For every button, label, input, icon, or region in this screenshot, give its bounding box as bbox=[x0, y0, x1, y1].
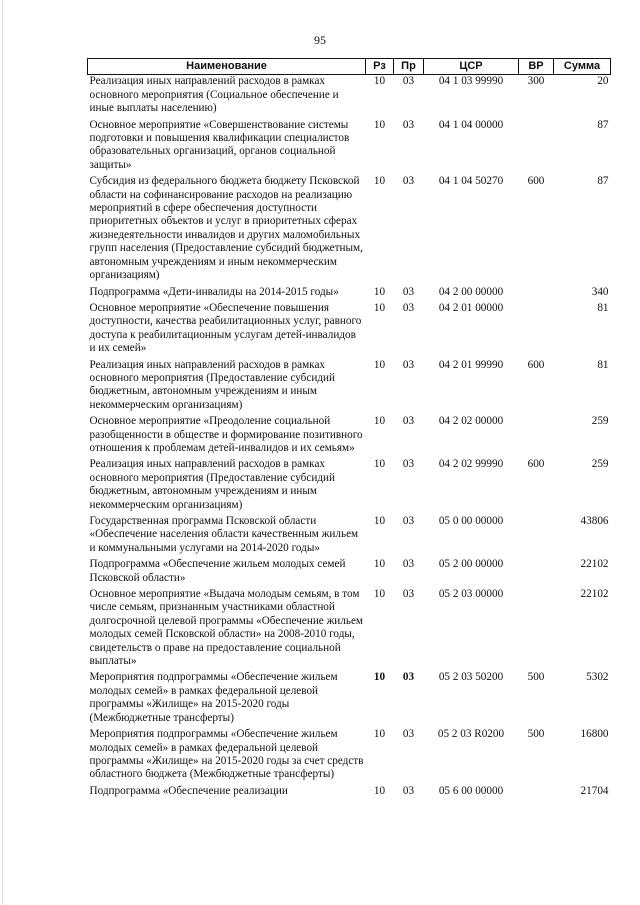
header-vr: ВР bbox=[519, 59, 554, 75]
row-csr: 04 1 04 50270 bbox=[438, 175, 504, 188]
row-name: Государственная программа Псковской области «Обеспечение населения области качественным жильем и коммунальными услугами на 2014-2020 годы» bbox=[89, 515, 359, 554]
header-name: Наименование bbox=[88, 59, 366, 75]
row-vr bbox=[519, 515, 554, 558]
row-csr: 04 2 00 00000 bbox=[438, 285, 504, 298]
row-pr: 03 bbox=[402, 558, 415, 571]
row-vr bbox=[519, 785, 554, 801]
row-name: Реализация иных направлений расходов в рамках основного мероприятия (Социальное обеспечение и иные выплаты населению) bbox=[89, 75, 339, 115]
table-row bbox=[88, 558, 611, 588]
row-rz: 10 bbox=[373, 301, 386, 314]
row-csr: 05 0 00 00000 bbox=[438, 515, 504, 527]
header-pr: Пр bbox=[394, 59, 424, 75]
row-sum: 22102 bbox=[580, 588, 609, 601]
row-rz: 10 bbox=[373, 515, 386, 527]
row-vr: 500 bbox=[527, 671, 545, 684]
row-sum: 5302 bbox=[586, 671, 609, 684]
table-row bbox=[88, 515, 611, 558]
row-vr bbox=[519, 302, 554, 359]
row-vr: 600 bbox=[527, 175, 545, 188]
table-row bbox=[88, 785, 611, 801]
row-csr: 04 1 04 00000 bbox=[438, 118, 504, 131]
row-pr: 03 bbox=[402, 285, 415, 298]
row-csr: 04 2 02 00000 bbox=[438, 415, 504, 428]
row-rz: 10 bbox=[373, 285, 386, 298]
row-sum: 43806 bbox=[580, 515, 609, 527]
row-pr: 03 bbox=[402, 458, 415, 471]
row-rz: 10 bbox=[373, 118, 386, 131]
header-rz: Рз bbox=[366, 59, 394, 75]
row-sum: 81 bbox=[597, 301, 609, 314]
row-sum: 87 bbox=[597, 118, 609, 131]
header-csr: ЦСР bbox=[424, 59, 519, 75]
row-csr: 04 1 03 99990 bbox=[438, 75, 504, 88]
table-row bbox=[88, 175, 611, 285]
row-rz: 10 bbox=[373, 358, 386, 371]
row-csr: 05 2 03 00000 bbox=[438, 588, 504, 601]
row-name: Мероприятия подпрограммы «Обеспечение жильем молодых семей» в рамках федеральной целевой программы «Жилище» на 2015-2020 годы за счет средств областного бюджета (Межбюджетные трансферты) bbox=[89, 728, 364, 781]
row-vr: 600 bbox=[527, 358, 545, 371]
row-sum: 340 bbox=[591, 285, 609, 298]
row-sum: 21704 bbox=[580, 784, 609, 797]
row-rz: 10 bbox=[373, 728, 386, 741]
row-csr: 04 2 02 99990 bbox=[438, 458, 504, 471]
row-sum: 259 bbox=[591, 415, 609, 428]
row-sum: 16800 bbox=[580, 728, 609, 741]
row-csr: 05 2 00 00000 bbox=[438, 558, 504, 571]
row-name: Подпрограмма «Дети-инвалиды на 2014-2015 годы» bbox=[89, 285, 339, 298]
budget-table bbox=[87, 58, 611, 801]
row-csr: 05 2 03 R0200 bbox=[437, 728, 505, 741]
row-pr: 03 bbox=[402, 415, 415, 428]
table-row bbox=[88, 671, 611, 728]
row-name: Основное мероприятие «Совершенствование системы подготовки и повышения квалификации специалистов образовательных организаций, органов социальной защиты» bbox=[89, 118, 350, 171]
table-row bbox=[88, 588, 611, 671]
table-header-row bbox=[88, 59, 611, 75]
row-pr: 03 bbox=[402, 118, 415, 131]
row-sum: 22102 bbox=[580, 558, 609, 571]
table-row bbox=[88, 458, 611, 515]
row-csr: 05 2 03 50200 bbox=[438, 671, 504, 684]
row-sum: 20 bbox=[597, 75, 609, 88]
row-vr bbox=[519, 286, 554, 302]
row-pr: 03 bbox=[402, 784, 415, 797]
table-row bbox=[88, 728, 611, 785]
row-pr: 03 bbox=[402, 175, 415, 188]
row-name: Основное мероприятие «Выдача молодым семьям, в том числе семьям, признанным участниками областной долгосрочной целевой программы «Обеспечение жильем молодых семей Псковской области» на 2008-2010 годы, свидетельств о праве на предоставление социальной выплаты» bbox=[89, 588, 364, 668]
row-csr: 05 6 00 00000 bbox=[438, 784, 504, 797]
table-row bbox=[88, 359, 611, 416]
table-row bbox=[88, 286, 611, 302]
row-name: Субсидия из федерального бюджета бюджету Псковской области на софинансирование расходов на реализацию мероприятий в сфере обеспечения доступности приоритетных объектов и услуг в приоритетных сферах жизнедеятельности инвалидов и других маломобильных групп населения (Предоставление субсидий бюджетным, автономным учреждениям и иным некоммерческим организациям) bbox=[89, 175, 363, 282]
row-pr: 03 bbox=[402, 671, 415, 684]
row-rz: 10 bbox=[373, 671, 386, 684]
row-name: Подпрограмма «Обеспечение жильем молодых семей Псковской области» bbox=[89, 558, 346, 584]
row-rz: 10 bbox=[373, 415, 386, 428]
row-rz: 10 bbox=[373, 75, 386, 88]
row-pr: 03 bbox=[402, 588, 415, 601]
row-name: Подпрограмма «Обеспечение реализации bbox=[89, 784, 288, 797]
row-rz: 10 bbox=[373, 784, 386, 797]
row-sum: 87 bbox=[597, 175, 609, 188]
row-name: Основное мероприятие «Преодоление социальной разобщенности в обществе и формирование позитивного отношения к проблемам детей-инвалидов и их семьям» bbox=[89, 415, 363, 454]
row-name: Реализация иных направлений расходов в рамках основного мероприятия (Предоставление субсидий бюджетным, автономным учреждениям и иным некоммерческим организациям) bbox=[89, 458, 335, 511]
row-pr: 03 bbox=[402, 75, 415, 88]
row-vr bbox=[519, 588, 554, 671]
page-number: 95 bbox=[314, 33, 326, 47]
row-csr: 04 2 01 00000 bbox=[438, 301, 504, 314]
table-row bbox=[88, 415, 611, 458]
row-pr: 03 bbox=[402, 301, 415, 314]
row-sum: 81 bbox=[597, 358, 609, 371]
row-rz: 10 bbox=[373, 588, 386, 601]
row-pr: 03 bbox=[402, 515, 415, 527]
row-name: Мероприятия подпрограммы «Обеспечение жильем молодых семей» в рамках федеральной целевой программы «Жилище» на 2015-2020 годы (Межбюджетные трансферты) bbox=[89, 671, 338, 724]
row-vr bbox=[519, 415, 554, 458]
row-vr bbox=[519, 119, 554, 176]
scan-edge-line bbox=[2, 0, 3, 905]
row-rz: 10 bbox=[373, 175, 386, 188]
row-csr: 04 2 01 99990 bbox=[438, 358, 504, 371]
table-row bbox=[88, 119, 611, 176]
row-vr: 300 bbox=[527, 75, 545, 88]
row-rz: 10 bbox=[373, 558, 386, 571]
row-vr: 500 bbox=[527, 728, 545, 741]
row-vr: 600 bbox=[527, 458, 545, 471]
row-rz: 10 bbox=[373, 458, 386, 471]
table-row bbox=[88, 302, 611, 359]
row-name: Реализация иных направлений расходов в рамках основного мероприятия (Предоставление субсидий бюджетным, автономным учреждениям и иным некоммерческим организациям) bbox=[89, 358, 335, 411]
row-pr: 03 bbox=[402, 728, 415, 741]
row-name: Основное мероприятие «Обеспечение повышения доступности, качества реабилитационных услуг, равного доступа к реабилитационным услугам детей-инвалидов и их семей» bbox=[89, 301, 362, 355]
row-sum: 259 bbox=[591, 458, 609, 471]
row-vr bbox=[519, 558, 554, 588]
header-sum: Сумма bbox=[554, 59, 611, 75]
row-pr: 03 bbox=[402, 358, 415, 371]
table-row bbox=[88, 75, 611, 119]
